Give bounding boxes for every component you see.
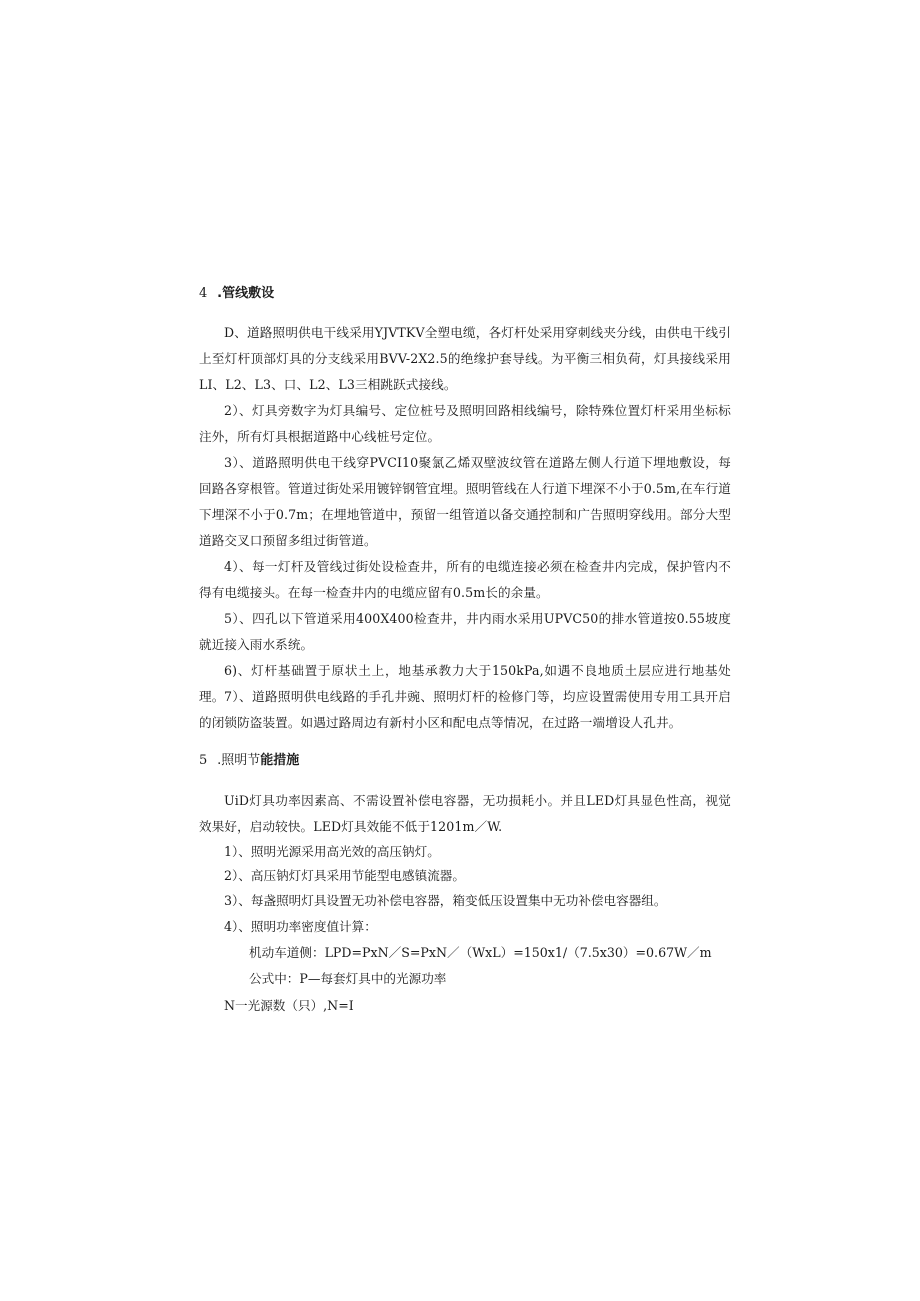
section-5-number: 5 xyxy=(199,753,208,768)
section-4-paragraph-5: 5）、四孔以下管道采用400X400检查井，井内雨水采用UPVC50的排水管道按0.55坡度就近接入雨水系统。 xyxy=(199,611,731,652)
section-4-paragraph-7: 7）、道路照明供电线路的手孔井豌、照明灯杆的检修门等，均应设置需使用专用工具开启的闭锁防盗装置。如遇过路周边有新村小区和配电点等情况，在过路一端增设人孔井。 xyxy=(199,689,731,730)
n-definition-line: N一光源数（只）,N=I xyxy=(224,998,354,1013)
section-5-title-bold: 能措施 xyxy=(260,753,300,768)
section-4-paragraph-6: 6)、灯杆基础置于原状土上，地基承教力大于150kPa,如遇不良地质土层应进行地基处理。 xyxy=(199,663,731,704)
section-5-item-2: 2）、高压钠灯灯具采用节能型电感镇流器。 xyxy=(224,868,465,883)
section-4-title: .管线敷设 xyxy=(217,286,275,301)
section-4-heading xyxy=(199,284,274,304)
section-5-item-1: 1）、照明光源采用高光效的高压钠灯。 xyxy=(224,844,440,859)
section-5-title-plain: .照明节 xyxy=(217,753,261,768)
section-4-number: 4 xyxy=(199,286,208,301)
section-5-intro: UiD灯具功率因素高、不需设置补偿电容器，无功损耗小。并且LED灯具显色性高，视觉效果好，启动较快。LED灯具效能不低于1201m／W. xyxy=(199,793,731,834)
section-4-paragraph-4: 4）、每一灯杆及管线过街处设检查井，所有的电缆连接必须在检查井内完成，保护管内不得有电缆接头。在每一检查井内的电缆应留有0.5m长的余量。 xyxy=(199,559,731,600)
section-5-item-3: 3）、每盏照明灯具设置无功补偿电容器，箱变低压设置集中无功补偿电容器组。 xyxy=(224,893,667,908)
section-4-paragraph-1: D、道路照明供电干线采用YJVTKV全塑电缆，各灯杆处采用穿刺线夹分线，由供电干线引上至灯杆顶部灯具的分支线采用BVV-2X2.5的绝缘护套导线。为平衡三相负荷，灯具接线采用LI、L2、L3、口、L2、L3三相跳跃式接线。 xyxy=(199,325,731,392)
section-5-heading xyxy=(199,751,299,771)
formula-line: 机动车道侧：LPD=PxN／S=PxN／（WxL）=150x1/（7.5x30）=0.67W／m xyxy=(249,945,712,960)
section-4-paragraph-3: 3）、道路照明供电干线穿PVCI10聚氯乙烯双壁波纹管在道路左侧人行道下埋地敷设，每回路各穿根管。管道过街处采用镀锌钢管宜埋。照明管线在人行道下埋深不小于0.5m,在车行道下埋深不小于0.7m；在埋地管道中，预留一组管道以备交通控制和广告照明穿线用。部分大型道路交叉口预留多组过街管道。 xyxy=(199,455,731,548)
section-5-item-4: 4）、照明功率密度值计算： xyxy=(224,919,377,934)
section-4-paragraph-2: 2）、灯具旁数字为灯具编号、定位桩号及照明回路相线编号，除特殊位置灯杆采用坐标标注外，所有灯具根据道路中心线桩号定位。 xyxy=(199,403,731,444)
formula-note: 公式中：P—每套灯具中的光源功率 xyxy=(249,971,447,986)
